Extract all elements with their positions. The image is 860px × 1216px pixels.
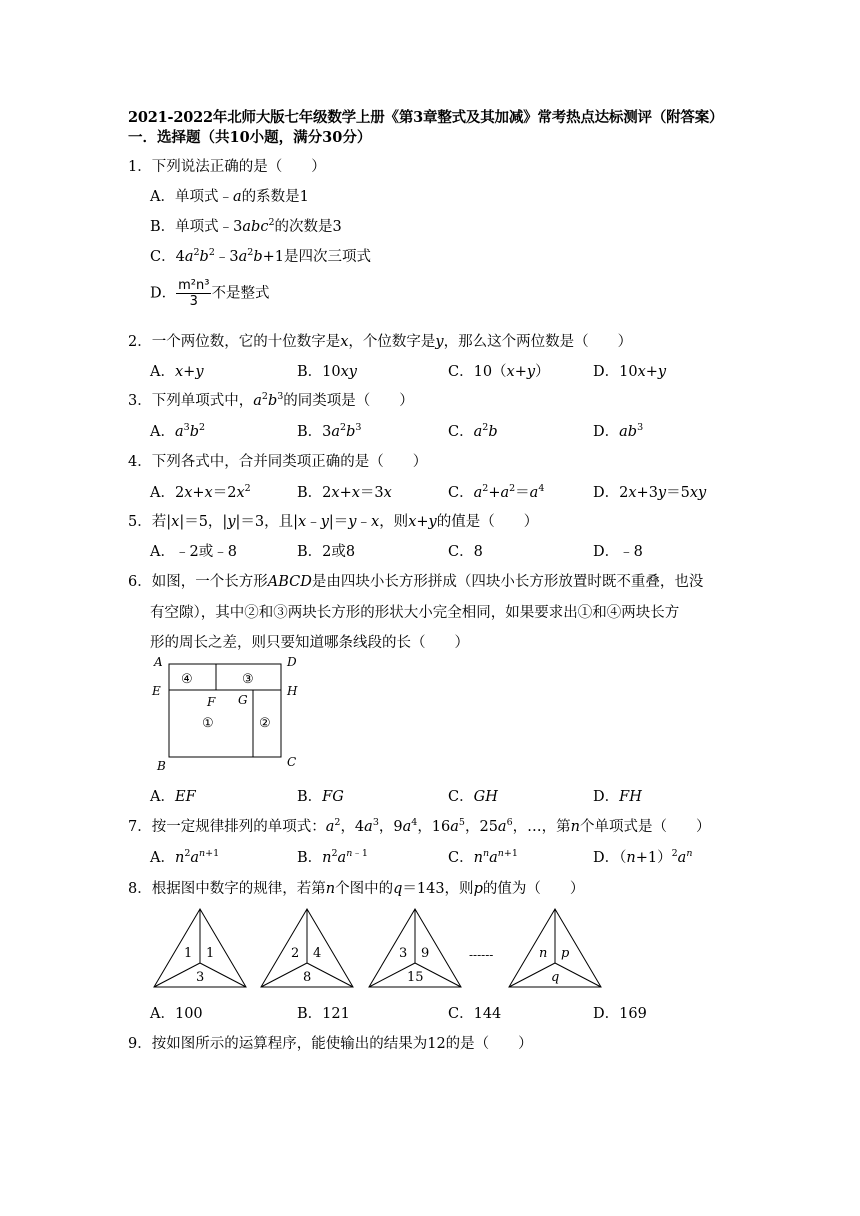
tri3-left: 3 <box>399 946 408 961</box>
section-heading: 一．选择题（共10小题，满分30分） <box>128 129 372 146</box>
q3-option-a: A．$a^3b^2$ <box>150 422 206 440</box>
q5-option-c: C．8 <box>448 544 483 560</box>
tri4-left: n <box>539 946 548 961</box>
tri1-right: 1 <box>206 946 215 961</box>
q6-option-a: A．EF <box>150 789 196 805</box>
tri2-bottom: 8 <box>303 970 312 985</box>
q3-stem: 3．下列单项式中，$a^2b^3$的同类项是（ ） <box>128 391 414 409</box>
fraction-denominator: 3 <box>189 294 198 309</box>
q1-option-d-prefix: D． <box>150 285 177 302</box>
label-g: G <box>238 693 248 707</box>
q8-option-a: A．100 <box>150 1006 203 1022</box>
q1-option-c: C．$4a^2b^2﹣3a^2b+1$是四次三项式 <box>150 247 371 265</box>
q1-option-d <box>150 278 269 309</box>
q7-stem: 7．按一定规律排列的单项式：$a^2$，$4a^3$，$9a^4$，$16a^5$，$25a^6$，…，第n个单项式是（ ） <box>128 817 711 835</box>
q5-option-a: A．﹣2或﹣8 <box>150 544 237 560</box>
region-2: ② <box>259 716 271 731</box>
rectangle-abcd-figure <box>145 652 305 777</box>
tri2-left: 2 <box>291 946 300 961</box>
q7-option-d: D．$(n+1)^2a^n$ <box>593 848 693 866</box>
triangle-pattern-figure <box>150 905 750 995</box>
q8-stem: 8．根据图中数字的规律，若第n个图中的q＝143，则p的值为（ ） <box>128 881 585 897</box>
continuation-dots: ------ <box>469 948 494 962</box>
label-b: B <box>157 759 166 773</box>
q6-option-b: B．FG <box>297 789 344 805</box>
label-h: H <box>287 684 298 698</box>
q5-option-d: D．﹣8 <box>593 544 643 560</box>
q5-stem: 5．若|x|＝5，|y|＝3，且|x﹣y|＝y﹣x，则x+y的值是（ ） <box>128 514 539 530</box>
q2-stem: 2．一个两位数，它的十位数字是x，个位数字是y，那么这个两位数是（ ） <box>128 334 633 350</box>
label-d: D <box>287 655 297 669</box>
q4-option-a: A．$2x+x=2x^2$ <box>150 483 251 501</box>
fraction-numerator: m²n³ <box>178 278 210 293</box>
q3-option-c: C．$a^2b$ <box>448 422 498 440</box>
q1-option-b: B．单项式﹣3abc$^2$的次数是3 <box>150 217 342 235</box>
tri2-right: 4 <box>313 946 322 961</box>
q8-option-c: C．144 <box>448 1006 502 1022</box>
region-3: ③ <box>242 672 254 687</box>
q4-option-c: C．$a^2+a^2=a^4$ <box>448 483 545 501</box>
region-4: ④ <box>181 672 193 687</box>
tri3-bottom: 15 <box>407 970 424 985</box>
tri3-right: 9 <box>421 946 430 961</box>
tri1-left: 1 <box>184 946 193 961</box>
q4-option-d: D．2x+3y＝5xy <box>593 485 707 501</box>
q5-option-b: B．2或8 <box>297 544 356 560</box>
region-1: ① <box>202 716 214 731</box>
q9-stem: 9．按如图所示的运算程序，能使输出的结果为12的是（ ） <box>128 1036 533 1052</box>
q2-option-c: C．10（x+y） <box>448 364 550 380</box>
q2-option-d: D．10x+y <box>593 364 667 380</box>
label-a: A <box>154 655 163 669</box>
q7-option-b: B．$n^2a^{n﹣1}$ <box>297 848 368 866</box>
label-e: E <box>152 684 161 698</box>
q6-option-c: C．GH <box>448 789 498 805</box>
q6-stem-line3: 形的周长之差，则只要知道哪条线段的长（ ） <box>150 635 469 651</box>
q3-option-b: B．$3a^2b^3$ <box>297 422 362 440</box>
label-c: C <box>287 755 297 769</box>
tri1-bottom: 3 <box>196 970 205 985</box>
document-title: 2021-2022年北师大版七年级数学上册《第3章整式及其加减》常考热点达标测评（附答案） <box>128 109 724 126</box>
q2-option-a: A．x+y <box>150 364 204 380</box>
q1-option-d-fraction <box>176 278 211 309</box>
q1-option-d-text: 不是整式 <box>211 285 270 302</box>
q6-stem-line1: 6．如图，一个长方形ABCD是由四块小长方形拼成（四块小长方形放置时既不重叠，也没 <box>128 574 704 590</box>
q7-option-c: C．$n^na^{n+1}$ <box>448 848 518 866</box>
q7-option-a: A．$n^2a^{n+1}$ <box>150 848 220 866</box>
q6-stem-line2: 有空隙），其中②和③两块长方形的形状大小完全相同，如果要求出①和④两块长方 <box>150 605 680 621</box>
q1-stem: 1．下列说法正确的是（ ） <box>128 159 326 175</box>
q4-option-b: B．2x+x＝3x <box>297 485 392 501</box>
q2-option-b: B．10xy <box>297 364 357 380</box>
q8-option-d: D．169 <box>593 1006 647 1022</box>
tri4-right: p <box>561 946 570 961</box>
tri4-bottom: q <box>551 970 560 985</box>
q6-option-d: D．FH <box>593 789 642 805</box>
q4-stem: 4．下列各式中，合并同类项正确的是（ ） <box>128 454 428 470</box>
q1-option-a: A．单项式﹣a的系数是1 <box>150 189 309 205</box>
label-f: F <box>207 695 216 709</box>
q3-option-d: D．$ab^3$ <box>593 422 644 440</box>
q8-option-b: B．121 <box>297 1006 350 1022</box>
